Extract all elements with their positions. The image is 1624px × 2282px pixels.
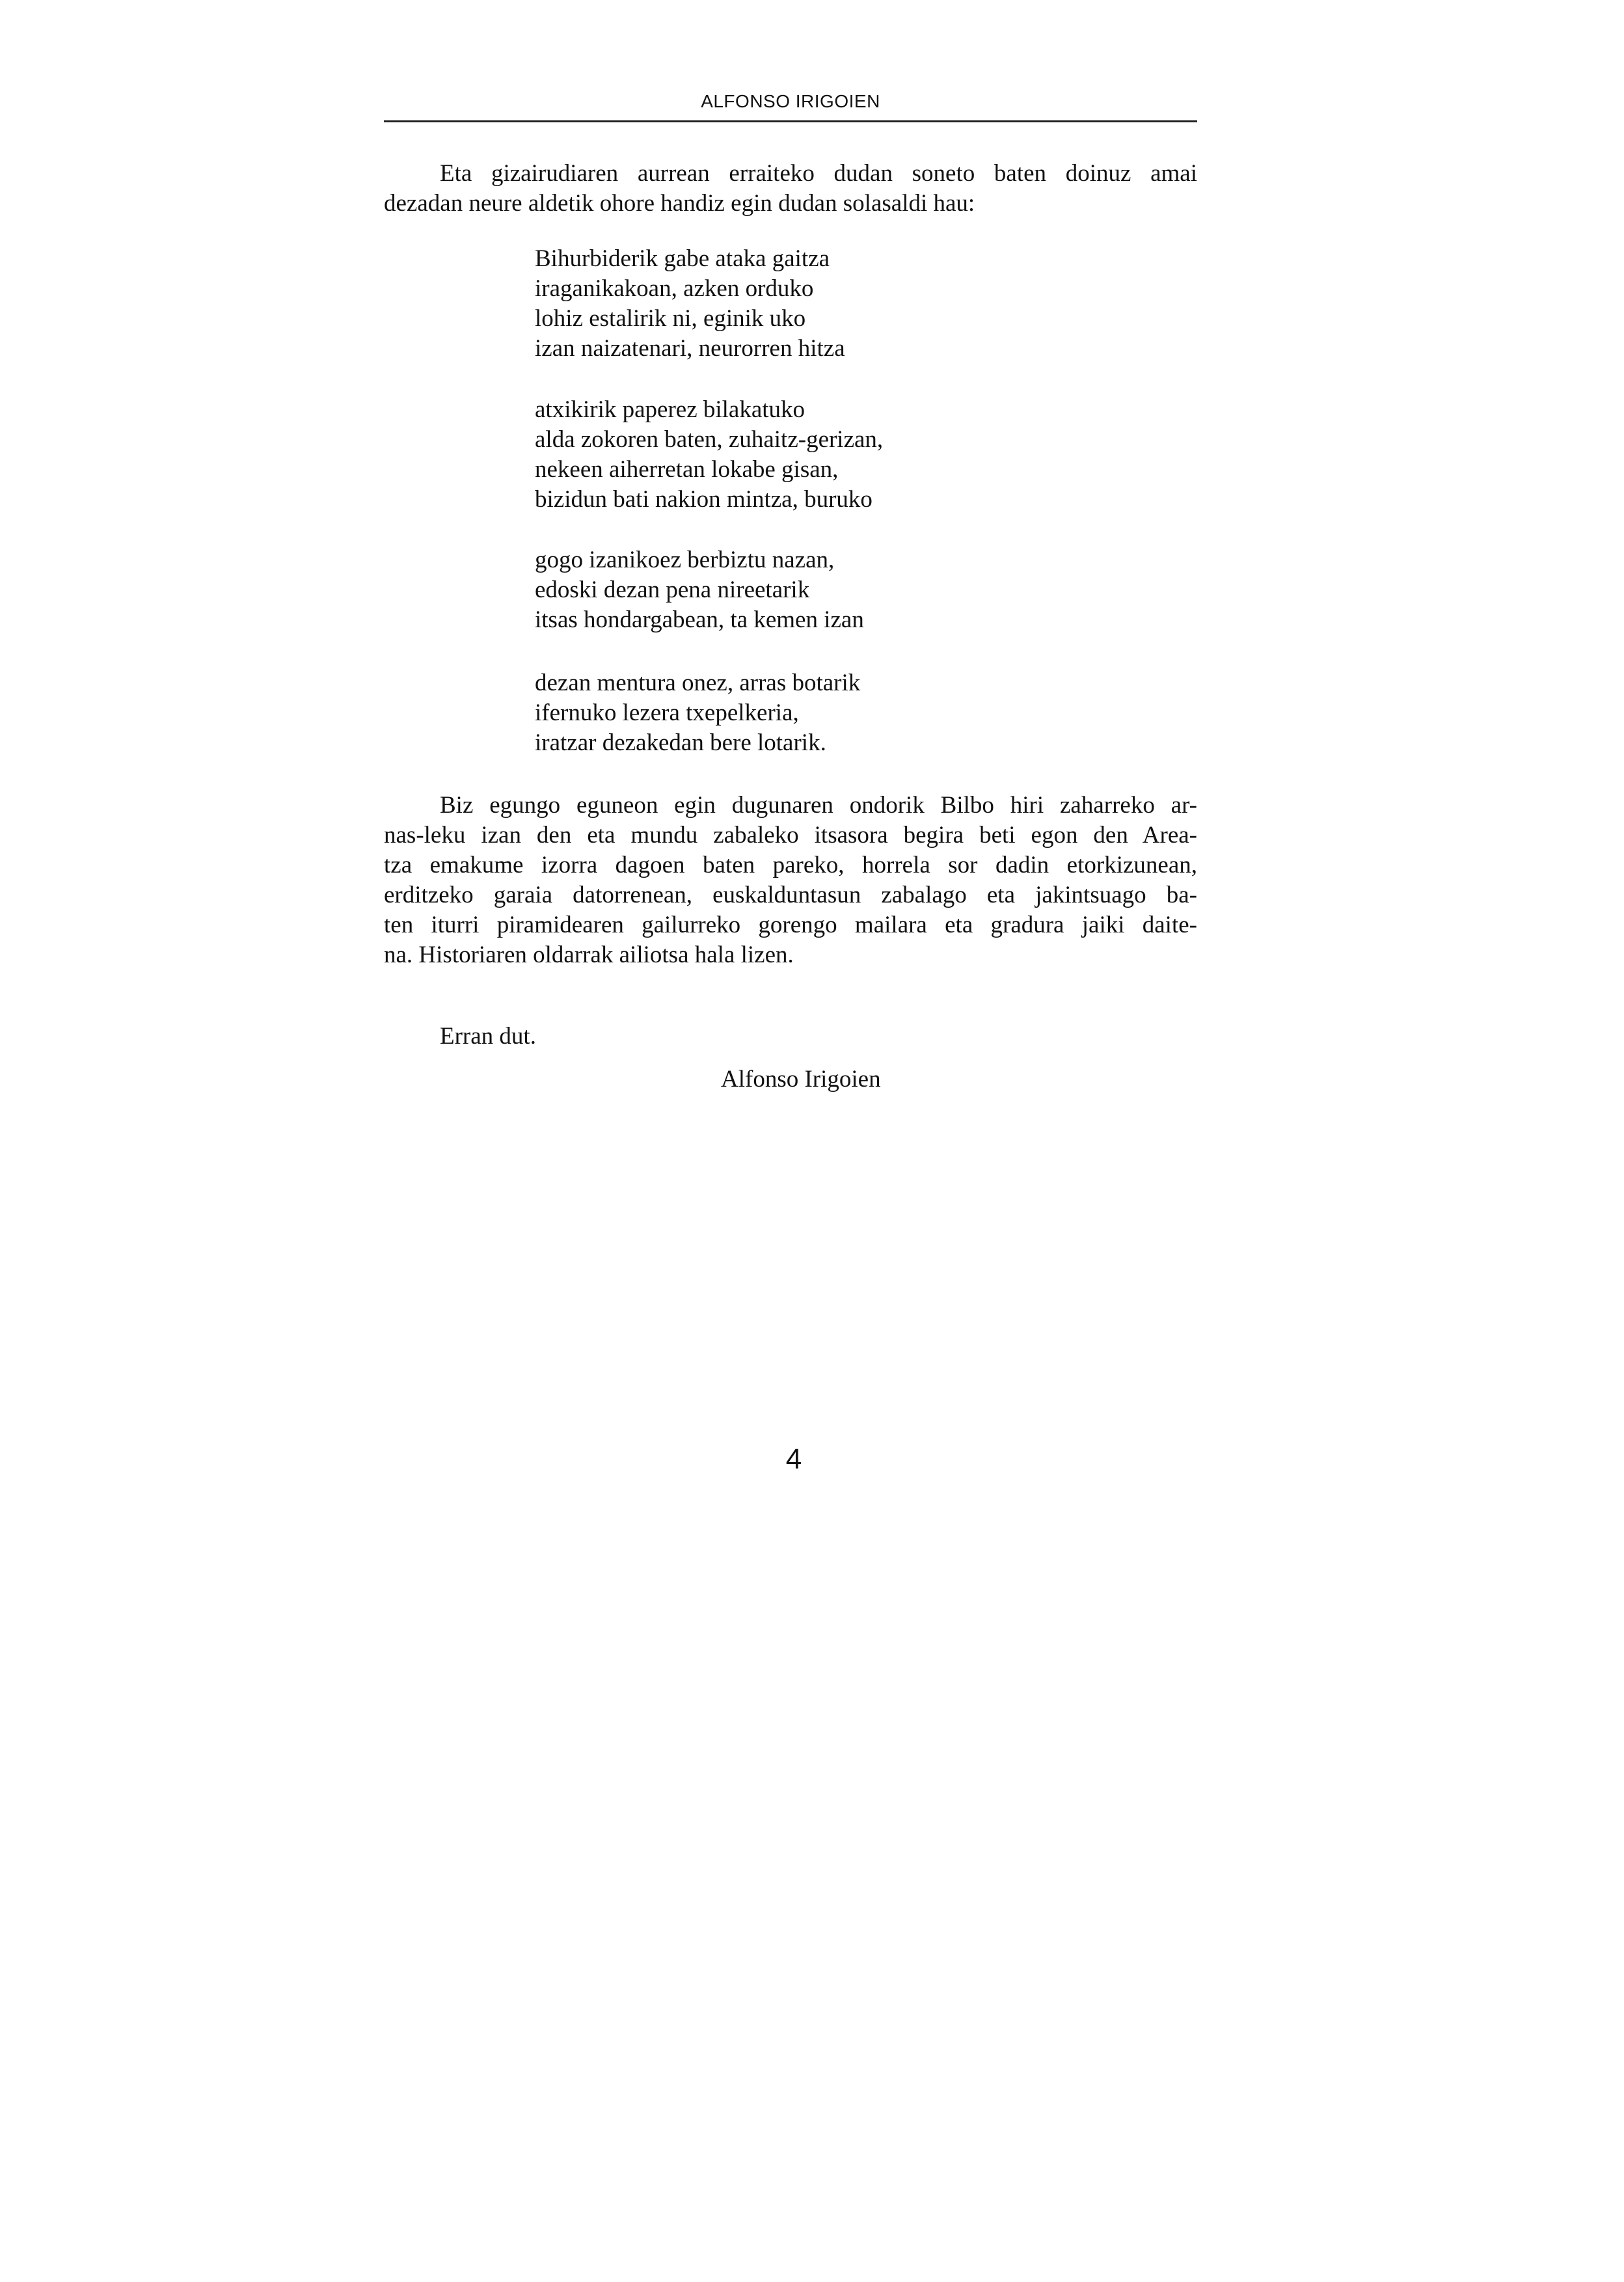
verse-line: dezan mentura onez, arras botarik: [535, 670, 861, 696]
verse-line: atxikirik paperez bilakatuko: [535, 396, 805, 423]
closing-line-3: tza emakume izorra dagoen baten pareko, horrela sor dadin etorkizunean,: [384, 852, 1197, 878]
page-number: 4: [785, 1443, 802, 1475]
verse-line: Bihurbiderik gabe ataka gaitza: [535, 245, 830, 272]
erran-dut-line: Erran dut.: [440, 1023, 536, 1050]
verse-line: izan naizatenari, neurorren hitza: [535, 335, 845, 362]
intro-line-1: Eta gizairudiaren aurrean erraiteko dudan soneto baten doinuz amai: [440, 160, 1197, 187]
closing-line-6: na. Historiaren oldarrak ailiotsa hala lizen.: [384, 942, 794, 968]
verse-line: gogo izanikoez berbiztu nazan,: [535, 547, 835, 573]
closing-line-5: ten iturri piramidearen gailurreko gorengo mailara eta gradura jaiki daite-: [384, 912, 1197, 938]
intro-paragraph: [384, 159, 1197, 219]
closing-paragraph: [384, 791, 1197, 970]
verse-line: edoski dezan pena nireetarik: [535, 577, 810, 603]
sonnet-stanza-3: [535, 545, 1120, 635]
closing-line-1: Biz egungo eguneon egin dugunaren ondorik Bilbo hiri zaharreko ar-: [440, 792, 1197, 819]
sonnet-stanza-4: [535, 668, 1120, 758]
closing-line-4: erditzeko garaia datorrenean, euskalduntasun zabalago eta jakintsuago ba-: [384, 882, 1197, 908]
verse-line: itsas hondargabean, ta kemen izan: [535, 606, 864, 633]
verse-line: iratzar dezakedan bere lotarik.: [535, 729, 826, 756]
sonnet-stanza-1: [535, 244, 1120, 364]
header-rule: [384, 120, 1197, 122]
running-header-title: ALFONSO IRIGOIEN: [701, 91, 880, 111]
verse-line: alda zokoren baten, zuhaitz-gerizan,: [535, 426, 884, 453]
verse-line: ifernuko lezera txepelkeria,: [535, 700, 799, 726]
intro-line-2: dezadan neure aldetik ohore handiz egin dudan solasaldi hau:: [384, 190, 975, 217]
author-signature: Alfonso Irigoien: [721, 1066, 881, 1093]
closing-line-2: nas-leku izan den eta mundu zabaleko itsasora begira beti egon den Area-: [384, 822, 1197, 849]
verse-line: iraganikakoan, azken orduko: [535, 275, 814, 302]
sonnet-stanza-2: [535, 395, 1120, 515]
verse-line: lohiz estalirik ni, eginik uko: [535, 305, 806, 332]
verse-line: bizidun bati nakion mintza, buruko: [535, 486, 873, 513]
verse-line: nekeen aiherretan lokabe gisan,: [535, 456, 839, 483]
